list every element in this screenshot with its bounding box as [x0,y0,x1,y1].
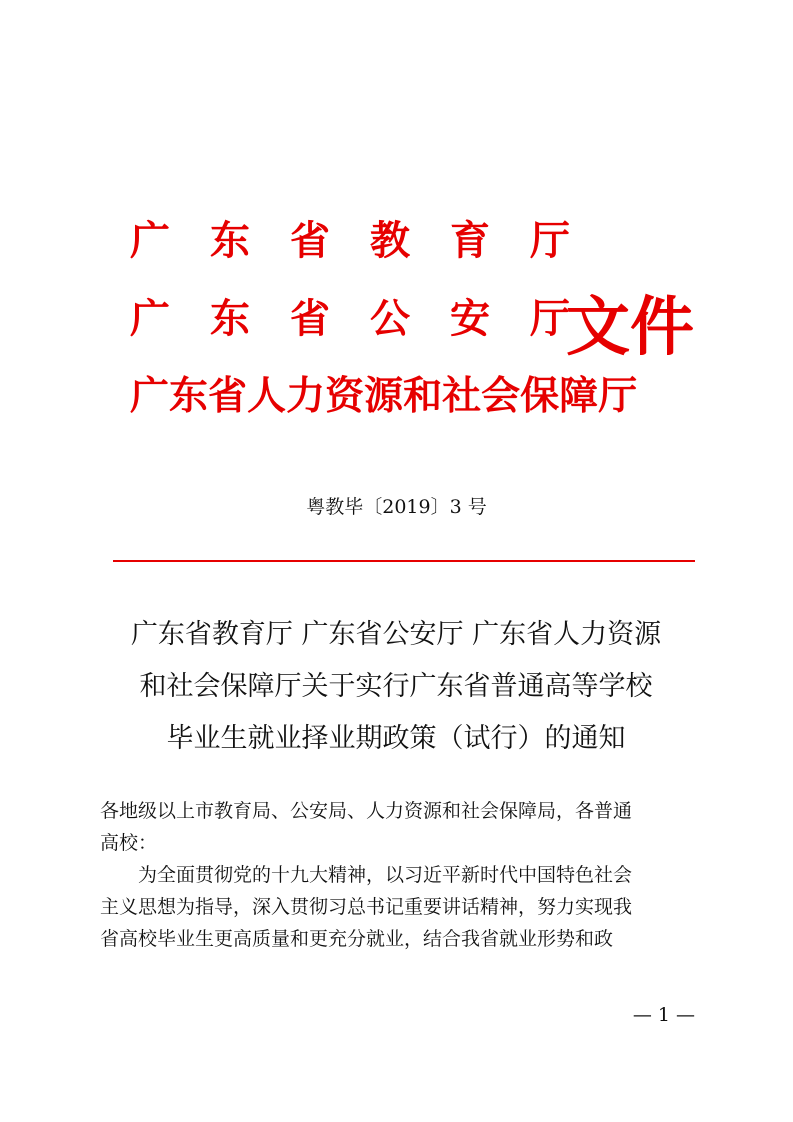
issuer-char: 安 [450,296,490,342]
title-line: 毕业生就业择业期政策（试行）的通知 [166,723,626,754]
body-line: 各地级以上市教育局、公安局、人力资源和社会保障局，各普通 [100,800,633,822]
issuer-char: 源 [364,374,404,419]
issuer-char: 教 [370,218,410,264]
issuer-char: 省 [208,374,248,419]
issuer-char: 省 [290,296,330,342]
issuer-line-human-resources [130,372,638,422]
issuer-char: 会 [481,374,521,419]
issuer-char: 育 [450,218,490,264]
issuer-char: 障 [559,374,599,419]
issuer-char: 社 [442,374,482,419]
issuer-char: 广 [130,218,170,264]
issuer-char: 东 [210,218,250,264]
document-title [96,609,696,765]
title-line: 广东省教育厅 广东省公安厅 广东省人力资源 [130,619,662,650]
issuer-char: 和 [403,374,443,419]
issuer-char: 省 [290,218,330,264]
issuer-char: 公 [370,296,410,342]
paragraph [100,859,696,955]
issuer-line-education [130,216,570,266]
issuer-char: 广 [130,296,170,342]
issuer-char: 广 [130,374,170,419]
document-number: 粤教毕〔2019〕3 号 [306,496,487,518]
issuer-line-public-security [130,294,570,344]
issuer-char: 东 [169,374,209,419]
issuer-char: 厅 [530,218,570,264]
red-divider [113,560,695,562]
issuer-char: 人 [247,374,287,419]
document-type-label: 文件 [566,291,694,365]
body-line: 主义思想为指导，深入贯彻习总书记重要讲话精神，努力实现我 [100,896,633,918]
salutation [100,795,696,859]
body-line: 为全面贯彻党的十九大精神，以习近平新时代中国特色社会 [138,864,633,886]
issuer-char: 东 [210,296,250,342]
body-line: 省高校毕业生更高质量和更充分就业，结合我省就业形势和政 [100,928,614,950]
issuer-char: 厅 [530,296,570,342]
title-line: 和社会保障厅关于实行广东省普通高等学校 [139,671,653,702]
issuer-char: 保 [520,374,560,419]
page-number: — 1 — [632,1004,695,1026]
body-line: 高校： [100,832,158,854]
issuer-char: 力 [286,374,326,419]
issuer-char: 资 [325,374,365,419]
issuer-char: 厅 [598,374,638,419]
document-body [100,795,696,955]
